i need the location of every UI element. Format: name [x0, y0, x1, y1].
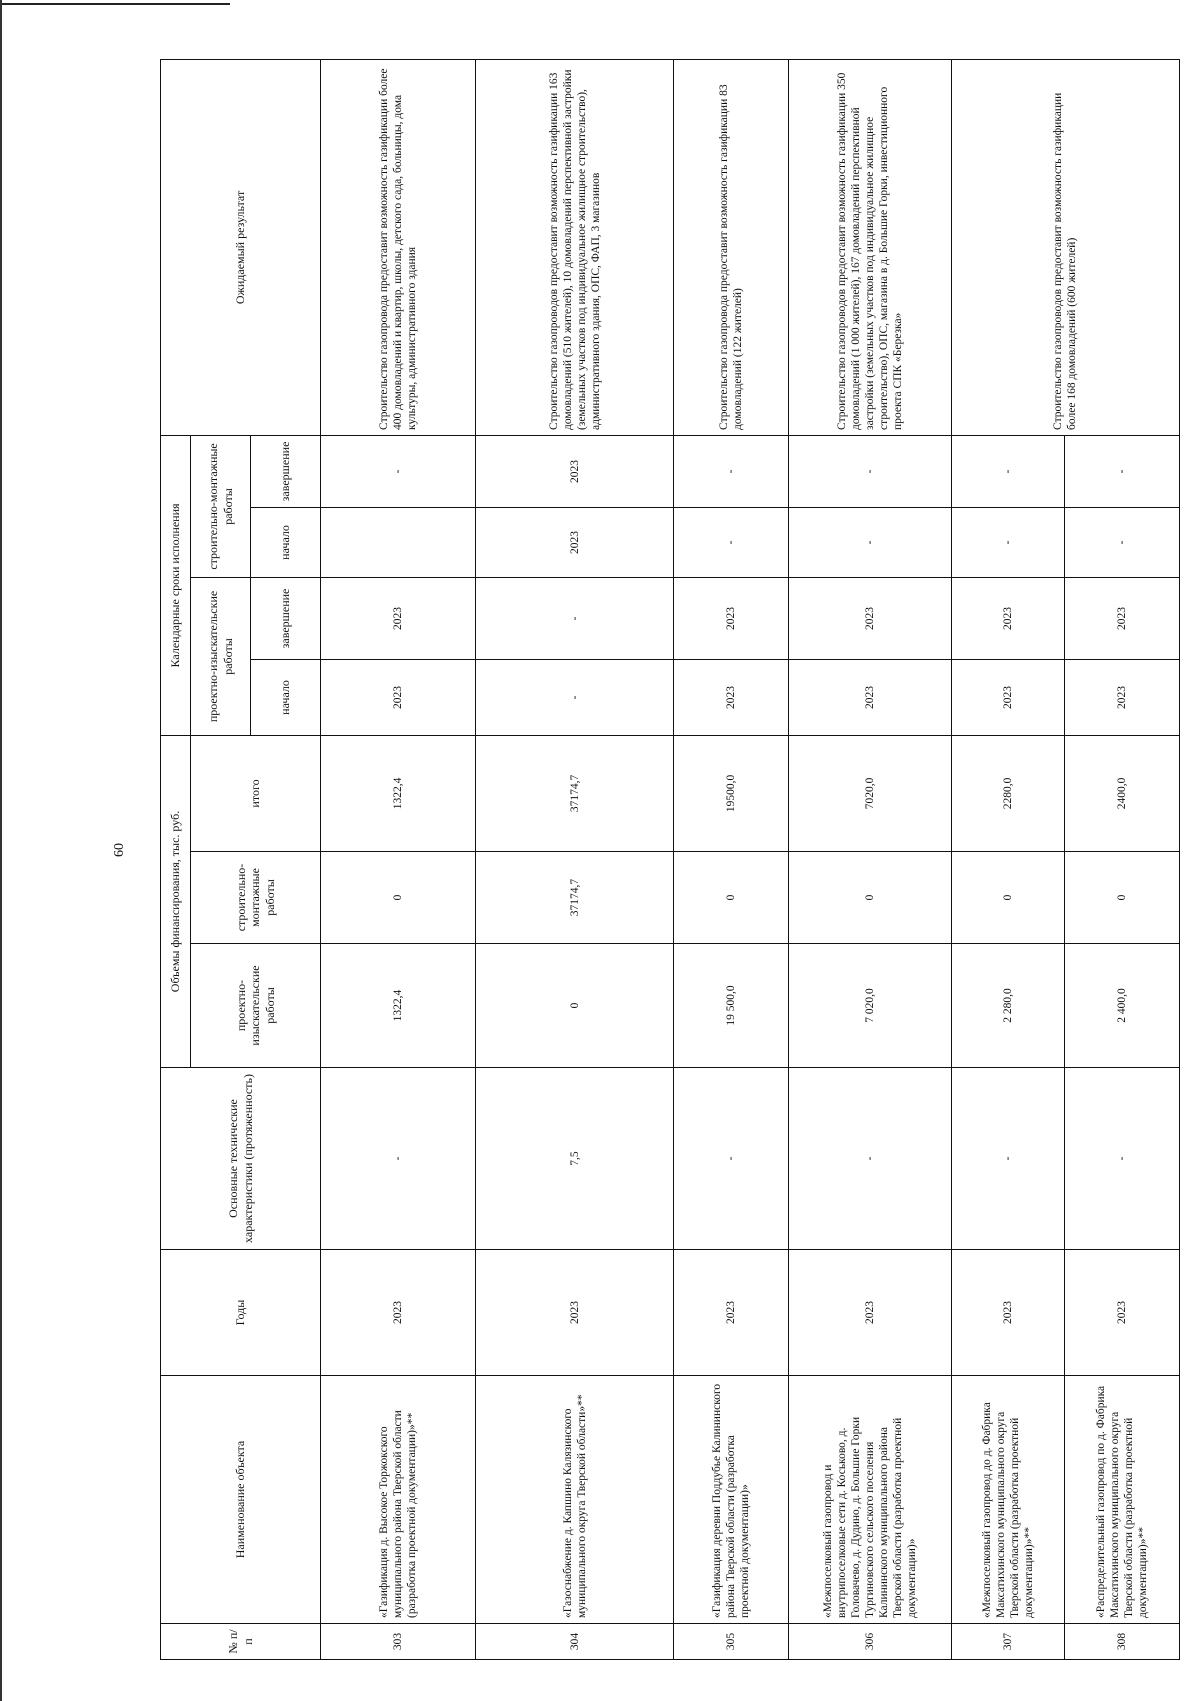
table-row [476, 59, 674, 1659]
row-design-end: 2023 [321, 577, 476, 659]
row-design-end: 2023 [951, 577, 1064, 659]
row-design-start: 2023 [674, 659, 789, 735]
row-design-end: 2023 [1064, 577, 1179, 659]
row-object-name: «Газоснабжение д. Капшино Калязинского муниципального округа Тверской области»** [476, 1376, 674, 1624]
table-row [789, 59, 951, 1659]
row-fin-design: 2 400,0 [1064, 944, 1179, 1068]
row-years: 2023 [476, 1250, 674, 1376]
row-fin-design: 1322,4 [321, 944, 476, 1068]
header-design-end: завершение [251, 577, 321, 659]
row-fin-total: 1322,4 [321, 735, 476, 851]
row-num: 307 [951, 1624, 1064, 1660]
row-expected-result: Строительство газопровода предоставит возможность газификации более 400 домовладений и квартир, школы, детского сада, больницы, дома культуры, административного здания [321, 59, 476, 435]
table-row [321, 59, 476, 1659]
row-construction-end: - [789, 435, 951, 507]
row-object-name: «Газификация деревни Поддубье Калининского района Тверской области (разработка проектной документации)» [674, 1376, 789, 1624]
header-num: № п/п [161, 1624, 321, 1660]
row-object-name: «Межпоселковый газопровод до д. Фабрика Максатихинского муниципального округа Тверской области (разработка проектной документации)»** [951, 1376, 1064, 1624]
row-characteristics: - [321, 1068, 476, 1250]
row-construction-start: 2023 [476, 507, 674, 577]
row-construction-end: - [951, 435, 1064, 507]
row-fin-total: 19500,0 [674, 735, 789, 851]
row-fin-construction: 0 [1064, 852, 1179, 944]
row-construction-start: - [789, 507, 951, 577]
row-construction-start [321, 507, 476, 577]
row-fin-construction: 0 [951, 852, 1064, 944]
row-fin-construction: 37174,7 [476, 852, 674, 944]
row-object-name: «Распределительный газопровод по д. Фабрика Максатихинского муниципального округа Тверской области (разработка проектной документации)»** [1064, 1376, 1179, 1624]
row-design-start: 2023 [321, 659, 476, 735]
row-years: 2023 [1064, 1250, 1179, 1376]
row-design-start: 2023 [789, 659, 951, 735]
row-fin-construction: 0 [674, 852, 789, 944]
table-row [674, 59, 789, 1659]
row-design-end: 2023 [789, 577, 951, 659]
row-design-start: 2023 [951, 659, 1064, 735]
row-fin-total: 37174,7 [476, 735, 674, 851]
row-expected-result: Строительство газопроводов предоставит возможность газификации 350 домовладений (1 000 жителей), 167 домовладений перспективной застройки (земельных участков под индивидуальное жилищное строительство), ОПС, магазина в д. Большие Горки, инвестиционного проекта СПК «Березка» [789, 59, 951, 435]
row-fin-design: 19 500,0 [674, 944, 789, 1068]
rotated-table-container [160, 60, 1180, 1660]
page-number: 60 [112, 843, 127, 857]
header-financing-group: Объемы финансирования, тыс. руб. [161, 735, 191, 1067]
scan-side-edge [0, 0, 2, 1701]
row-expected-result: Строительство газопроводов предоставит возможность газификации 163 домовладений (510 жителей), 10 домовладений перспективной застройки (земельных участков под индивидуальное жилищное строительство), административного здания, ОПС, ФАП, 3 магазинов [476, 59, 674, 435]
row-fin-construction: 0 [321, 852, 476, 944]
row-construction-start: - [674, 507, 789, 577]
row-num: 304 [476, 1624, 674, 1660]
row-construction-end: - [674, 435, 789, 507]
header-characteristics: Основные технические характеристики (протяженность) [161, 1068, 321, 1250]
header-construction-end: завершение [251, 435, 321, 507]
row-num: 306 [789, 1624, 951, 1660]
row-num: 305 [674, 1624, 789, 1660]
row-years: 2023 [321, 1250, 476, 1376]
row-num: 303 [321, 1624, 476, 1660]
row-construction-start: - [1064, 507, 1179, 577]
row-num: 308 [1064, 1624, 1179, 1660]
row-object-name: «Межпоселковый газопровод и внутрипоселковые сети д. Коськово, д. Головачево, д. Дудино, д. Большие Горки Тургиновского сельского поселения Калининского муниципального района Тверской области (разработка проектной документации)» [789, 1376, 951, 1624]
row-expected-result: Строительство газопровода предоставит возможность газификации 83 домовладений (122 жителей) [674, 59, 789, 435]
row-fin-design: 7 020,0 [789, 944, 951, 1068]
row-design-end: 2023 [674, 577, 789, 659]
row-years: 2023 [789, 1250, 951, 1376]
row-construction-end: - [1064, 435, 1179, 507]
row-fin-total: 2400,0 [1064, 735, 1179, 851]
gasification-schedule-table [160, 59, 1180, 1660]
row-construction-end: 2023 [476, 435, 674, 507]
header-fin-design: проектно-изыскательские работы [191, 944, 321, 1068]
row-characteristics: - [789, 1068, 951, 1250]
row-fin-design: 2 280,0 [951, 944, 1064, 1068]
row-design-start: - [476, 659, 674, 735]
row-characteristics: - [951, 1068, 1064, 1250]
row-design-start: 2023 [1064, 659, 1179, 735]
header-design-start: начало [251, 659, 321, 735]
row-design-end: - [476, 577, 674, 659]
row-characteristics: - [674, 1068, 789, 1250]
header-fin-total: итого [191, 735, 321, 851]
row-characteristics: - [1064, 1068, 1179, 1250]
row-object-name: «Газификация д. Высокое Торжокского муниципального района Тверской области (разработка проектной документации)»** [321, 1376, 476, 1624]
header-name: Наименование объекта [161, 1376, 321, 1624]
scan-edge-line [0, 3, 230, 5]
row-construction-start: - [951, 507, 1064, 577]
row-fin-total: 7020,0 [789, 735, 951, 851]
header-construction-works: строительно-монтажные работы [191, 435, 251, 577]
header-schedule-group: Календарные сроки исполнения [161, 435, 191, 735]
header-years: Годы [161, 1250, 321, 1376]
row-expected-result: Строительство газопроводов предоставит возможность газификации более 168 домовладений (600 жителей) [951, 59, 1179, 435]
header-construction-start: начало [251, 507, 321, 577]
row-construction-end: - [321, 435, 476, 507]
row-years: 2023 [951, 1250, 1064, 1376]
header-fin-construction: строительно-монтажные работы [191, 852, 321, 944]
row-fin-design: 0 [476, 944, 674, 1068]
row-fin-total: 2280,0 [951, 735, 1064, 851]
header-design-works: проектно-изыскательские работы [191, 577, 251, 735]
row-characteristics: 7,5 [476, 1068, 674, 1250]
table-row [951, 59, 1064, 1659]
row-fin-construction: 0 [789, 852, 951, 944]
row-years: 2023 [674, 1250, 789, 1376]
header-result: Ожидаемый результат [161, 59, 321, 435]
